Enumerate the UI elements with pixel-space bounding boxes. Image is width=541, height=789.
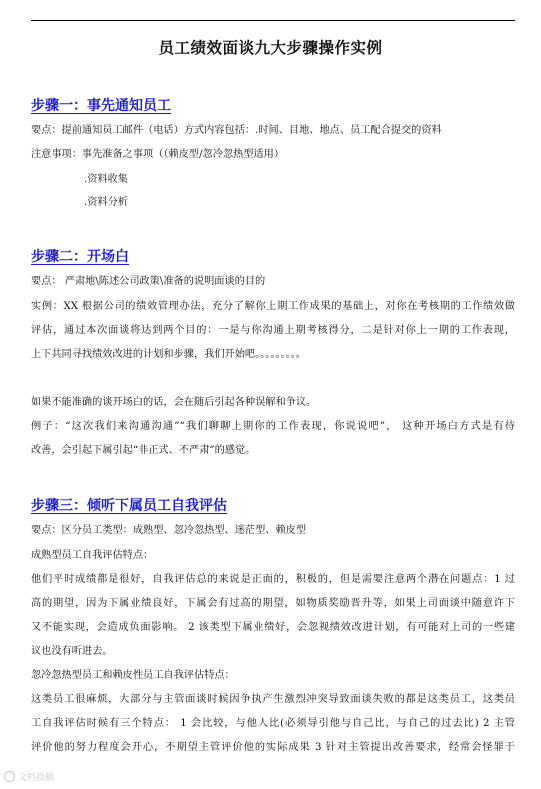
top-rule [31,20,515,21]
watermark [4,770,54,783]
step3-paragraph-line: 高的期望，因为下属业绩良好，下属会有过高的期望，如物质奖励晋升等，如果上司面谈中随意许下 [31,598,515,609]
step1-heading: 步骤一：事先通知员工 [31,98,171,114]
step2-example2-line: 改善，会引起下属引起“非正式、不严肃”的感觉。 [31,445,256,456]
watermark-text: 文档投稿 [18,773,55,783]
step2-paragraph: 如果不能准确的谈开场白的话，会在随后引起各种误解和争议。 [31,397,317,408]
document-title: 员工绩效面谈九大步骤操作实例 [158,38,383,57]
step2-heading: 步骤二：开场白 [31,249,129,265]
step3-paragraph-line: 这类员工很麻烦，大部分与主管面谈时候因争执产生激烈冲突导致面谈失败的都是这类员工，这类员 [31,694,515,705]
step2-key-points: 要点： 严肃地\陈述公司政策\准备的说明面谈的目的 [31,276,266,287]
step3-subheading: 成熟型员工自我评估特点： [31,550,154,561]
step3-paragraph-line: 工自我评估时候有三个特点： 1 会比较，与他人比(必须导引他与自己比，与自己的过去比) 2 主管 [31,718,515,729]
step1-item-analyze: .资料分析 [84,197,128,208]
step1-item-collect: .资料收集 [84,174,128,185]
step1-key-points: 要点：提前通知员工邮件（电话）方式内容包括：.时间、目地、地点、员工配合提交的资料 [31,125,442,136]
step3-heading: 步骤三：倾听下属员工自我评估 [31,498,227,514]
step3-paragraph-line: 又不能实现，会造成负面影响。 2 该类型下属业绩好，会忽视绩效改进计划，有可能对上司的一些建 [31,622,515,633]
step3-paragraph-line: 议也没有听进去。 [31,646,113,657]
watermark-logo-icon [4,771,15,782]
step2-example2-line: 例子：“这次我们来沟通沟通”“我们聊聊上期你的工作表现，你说说吧”， 这种开场白方式是有待 [31,421,515,432]
step2-example-line: 评估，通过本次面谈将达到两个目的：一是与你沟通上期考核得分，二是针对你上一期的工作表现， [31,325,515,336]
step3-subheading: 忽冷忽热型员工和赖皮性员工自我评估特点： [31,670,235,681]
step3-paragraph-line: 评价他的努力程度会开心，不期望主管评价他的实际成果 3 针对主管提出改善要求，经常会怪罪于 [31,742,515,753]
step3-key-points: 要点：区分员工类型：成熟型、忽冷忽热型、迷茫型、赖皮型 [31,525,307,536]
step1-notes: 注意事项：事先准备之事项（（赖皮型/忽冷忽热型适用） [31,149,285,160]
step2-example-line: 实例：XX 根据公司的绩效管理办法，充分了解你上期工作成果的基础上，对你在考核期的工作绩效做 [31,301,515,312]
step2-example-line: 上下共同寻找绩效改进的计划和步骤，我们开始吧。。。。。。。。。 [31,349,307,360]
step3-paragraph-line: 他们平时成绩都是很好，自我评估总的来说是正面的，积极的，但是需要注意两个潜在问题点：1 过 [31,574,515,585]
